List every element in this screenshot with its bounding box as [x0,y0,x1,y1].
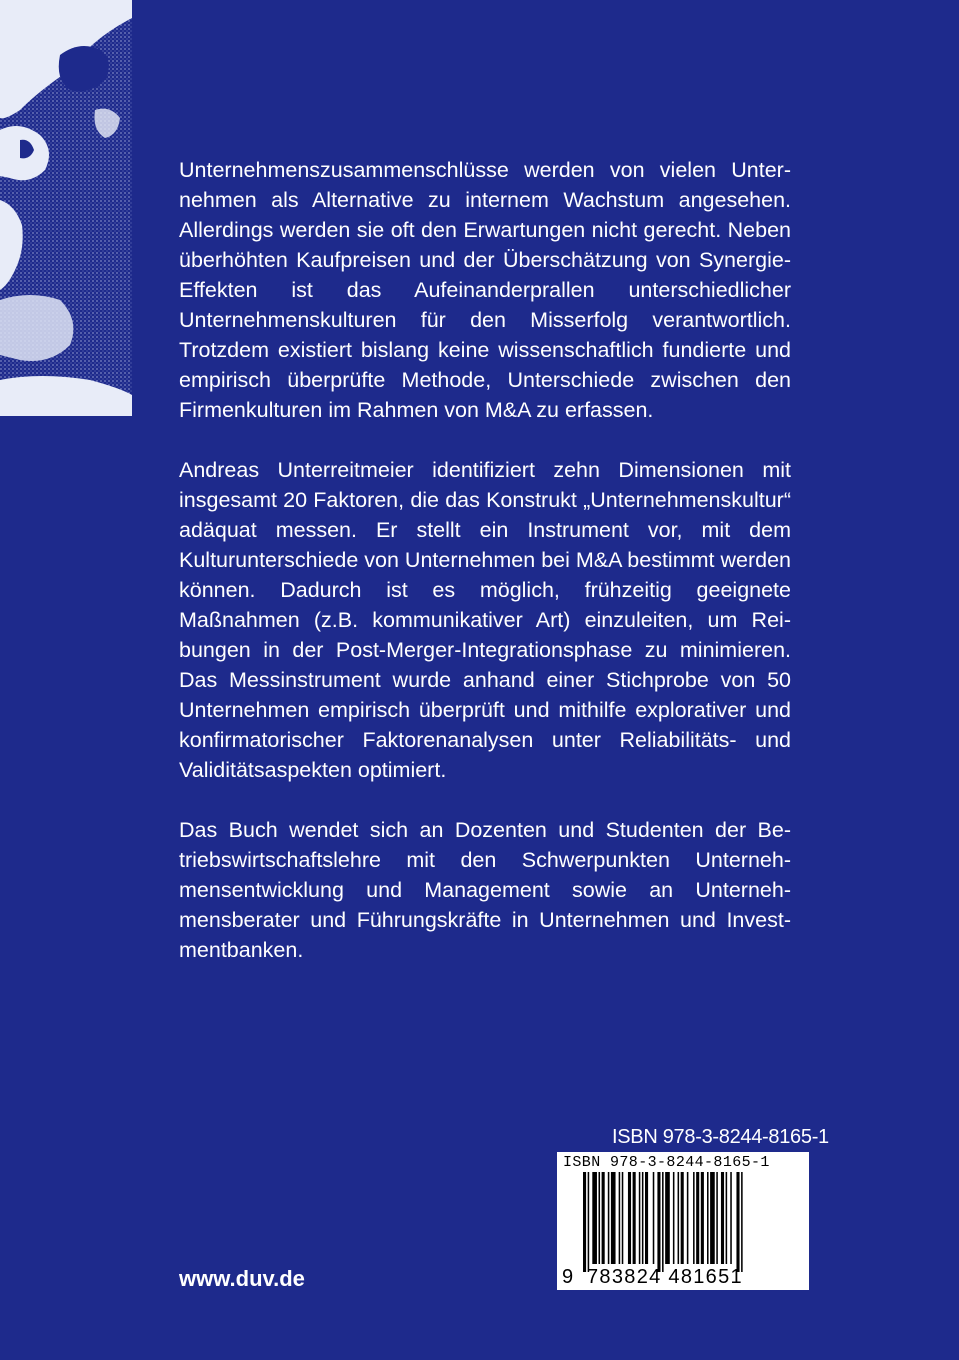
barcode-bar [645,1172,648,1264]
barcode-bar [687,1172,689,1264]
barcode-bar [592,1172,597,1264]
barcode-bar [602,1172,605,1264]
globe-illustration [0,0,132,416]
barcode-bar [583,1172,586,1272]
barcode-bar [707,1172,709,1264]
barcode-bar [678,1172,680,1264]
barcode-bar [653,1172,655,1264]
barcode [557,1152,809,1290]
barcode-bar [730,1172,732,1264]
barcode-lead-digit: 9 [562,1266,574,1288]
blurb-paragraph-2: Andreas Unterreitmeier identifiziert zehn Dimensionen mit insgesamt 20 Faktoren, die das Konstrukt „Unternehmenskultur“ adäquat messen. Er stellt ein Instrument vor, mit dem Kulturunterschiede von Unternehmen bei M&A bestimmt werden können. Dadurch ist es möglich, frühzeitig geeignete Maßnahmen (z.B. kommunikativer Art) einzuleiten, um Reibungen in der Post-Merger-Integrationsphase zu minimieren. Das Messinstrument wurde anhand einer Stichprobe von 50 Unternehmen empirisch überprüft und mithilfe explorativer und konfirmatorischer Faktorenanalysen unter Reliabilitäts- und Validitätsaspekten optimiert. [179,458,791,782]
barcode-bar [726,1172,728,1264]
barcode-bar [721,1172,724,1264]
barcode-bar [665,1172,670,1264]
website-url: www.duv.de [179,1266,305,1291]
barcode-bar [599,1172,601,1264]
barcode-bar [710,1172,715,1264]
isbn-label: ISBN 978-3-8244-8165-1 [612,1126,829,1148]
barcode-bar [716,1172,718,1264]
barcode-bar [619,1172,621,1264]
barcode-bar [611,1172,616,1264]
barcode-bar [693,1172,695,1264]
barcode-bar [657,1172,660,1272]
blurb-text [179,155,791,995]
barcode-bar [701,1172,704,1264]
barcode-bar [736,1172,739,1272]
barcode-bar [662,1172,664,1272]
barcode-isbn-text: ISBN 978-3-8244-8165-1 [563,1154,770,1171]
barcode-bar [639,1172,641,1264]
barcode-bar [622,1172,624,1264]
barcode-bar [741,1172,743,1272]
barcode-bar [628,1172,631,1264]
barcode-bar [673,1172,675,1264]
barcode-bar [642,1172,644,1264]
barcode-bar [588,1172,590,1272]
barcode-digits: 783824 481651 [587,1266,743,1288]
blurb-paragraph-1: Unternehmenszusammenschlüsse werden von vielen Unternehmen als Alternative zu internem Wachstum angesehen. Allerdings werden sie oft den Erwartungen nicht gerecht. Neben überhöhten Kaufpreisen und der Überschätzung von Synergie-Effekten ist das Aufeinanderprallen unterschiedlicher Unternehmenskulturen für den Misserfolg verantwortlich. Trotzdem existiert bislang keine wissenschaftlich fundierte und empirisch überprüfte Methode, Unterschiede zwischen den Firmenkulturen im Rahmen von M&A zu erfassen. [179,158,791,422]
barcode-bar [633,1172,636,1264]
barcode-bar [608,1172,610,1264]
barcode-bar [696,1172,699,1264]
barcode-bar [681,1172,684,1264]
blurb-paragraph-3: Das Buch wendet sich an Dozenten und Studenten der Betriebswirtschaftslehre mit den Schwerpunkten Unternehmensentwicklung und Management sowie an Unternehmensberater und Führungskräfte in Unternehmen und Investmentbanken. [179,818,791,962]
